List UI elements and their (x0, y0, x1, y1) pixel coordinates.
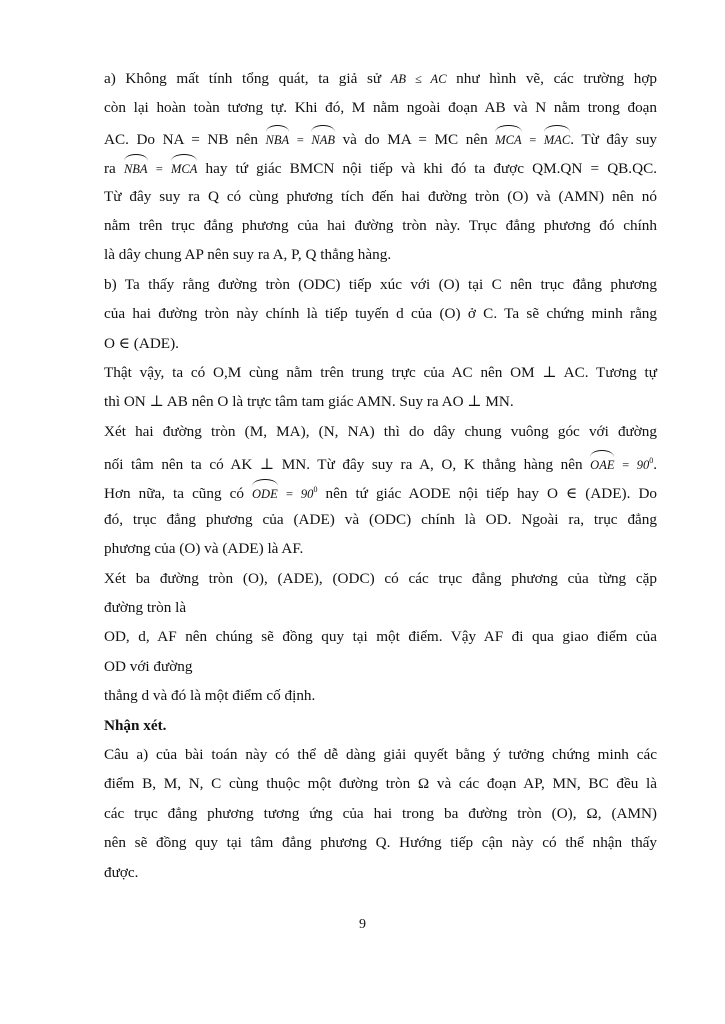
paragraph-line: điểm B, M, N, C cùng thuộc một đường tròn Ω và các đoạn AP, MN, BC đều là (104, 775, 657, 793)
paragraph-line: Xét hai đường tròn (M, MA), (N, NA) thì do dây chung vuông góc với đường (104, 422, 657, 440)
paragraph-line: a) Không mất tính tổng quát, ta giả sử AB ≤ AC như hình vẽ, các trường hợp (104, 70, 657, 87)
degree-superscript: 0 (649, 456, 654, 466)
paragraph-line: Câu a) của bài toán này có thể dễ dàng giải quyết bằng ý tưởng chứng minh các (104, 745, 657, 763)
math-inequality: AB ≤ AC (390, 72, 447, 86)
angle-oae: OAE (590, 448, 614, 480)
angle-nab: NAB (311, 123, 335, 155)
document-body (104, 64, 657, 887)
paragraph-line: AC. Do NA = NB nên NBA = NAB và do MA = MC nên MCA = MAC. Từ đây suy (104, 123, 657, 152)
paragraph-line: thì ON ⊥ AB nên O là trực tâm tam giác AMN. Suy ra AO ⊥ MN. (104, 393, 514, 411)
paragraph-line: O ∈ (ADE). (104, 334, 179, 352)
paragraph-line: Thật vậy, ta có O,M cùng nằm trên trung trực của AC nên OM ⊥ AC. Tương tự (104, 363, 657, 381)
paragraph-line: nên sẽ đồng quy tại tâm đẳng phương Q. Hướng tiếp cận này có thể nhận thấy (104, 834, 657, 852)
angle-mca: MCA (171, 152, 197, 184)
paragraph-line: còn lại hoàn toàn tương tự. Khi đó, M nằm ngoài đoạn AB và N nằm trong đoạn (104, 99, 657, 117)
paragraph-line: nằm trên trục đẳng phương của hai đường tròn này. Trục đẳng phương đó chính (104, 216, 657, 234)
paragraph-line: đó, trục đẳng phương của (ADE) và (ODC) chính là OD. Ngoài ra, trục đẳng (104, 510, 657, 528)
angle-mca: MCA (495, 123, 521, 155)
paragraph-line: nối tâm nên ta có AK ⊥ MN. Từ đây suy ra A, O, K thẳng hàng nên OAE = $90^0$. (104, 446, 657, 475)
paragraph-line: được. (104, 863, 139, 881)
paragraph-line: là dây chung AP nên suy ra A, P, Q thẳng hàng. (104, 246, 392, 264)
paragraph-line: b) Ta thấy rằng đường tròn (ODC) tiếp xúc với (O) tại C nên trục đẳng phương (104, 275, 657, 293)
paragraph-line: ra NBA = MCA hay tứ giác BMCN nội tiếp và khi đó ta được QM.QN = QB.QC. (104, 152, 657, 181)
page-number: 9 (359, 917, 366, 932)
paragraph-line: của hai đường tròn này chính là tiếp tuyến d của (O) ở C. Ta sẽ chứng minh rằng (104, 305, 657, 323)
paragraph-line: Xét ba đường tròn (O), (ADE), (ODC) có các trục đẳng phương của từng cặp (104, 569, 657, 587)
paragraph-line: OD, d, AF nên chúng sẽ đồng quy tại một điểm. Vậy AF đi qua giao điểm của (104, 628, 657, 646)
paragraph-line: Hơn nữa, ta cũng có ODE = $90^0$ nên tứ giác AODE nội tiếp hay O ∈ (ADE). Do (104, 475, 657, 504)
section-heading: Nhận xét. (104, 716, 167, 734)
paragraph-line: thẳng d và đó là một điểm cố định. (104, 687, 316, 705)
angle-nba: NBA (266, 123, 290, 155)
paragraph-line: OD với đường (104, 657, 193, 675)
angle-mac: MAC (544, 123, 570, 155)
angle-ode: ODE (252, 477, 278, 509)
angle-nba: NBA (124, 152, 148, 184)
paragraph-line: đường tròn là (104, 599, 187, 617)
degree-superscript: 0 (313, 485, 318, 495)
paragraph-line: phương của (O) và (ADE) là AF. (104, 540, 304, 558)
paragraph-line: Từ đây suy ra Q có cùng phương tích đến hai đường tròn (O) và (AMN) nên nó (104, 187, 657, 205)
paragraph-line: các trục đẳng phương tương ứng của hai trong ba đường tròn (O), Ω, (AMN) (104, 804, 657, 822)
